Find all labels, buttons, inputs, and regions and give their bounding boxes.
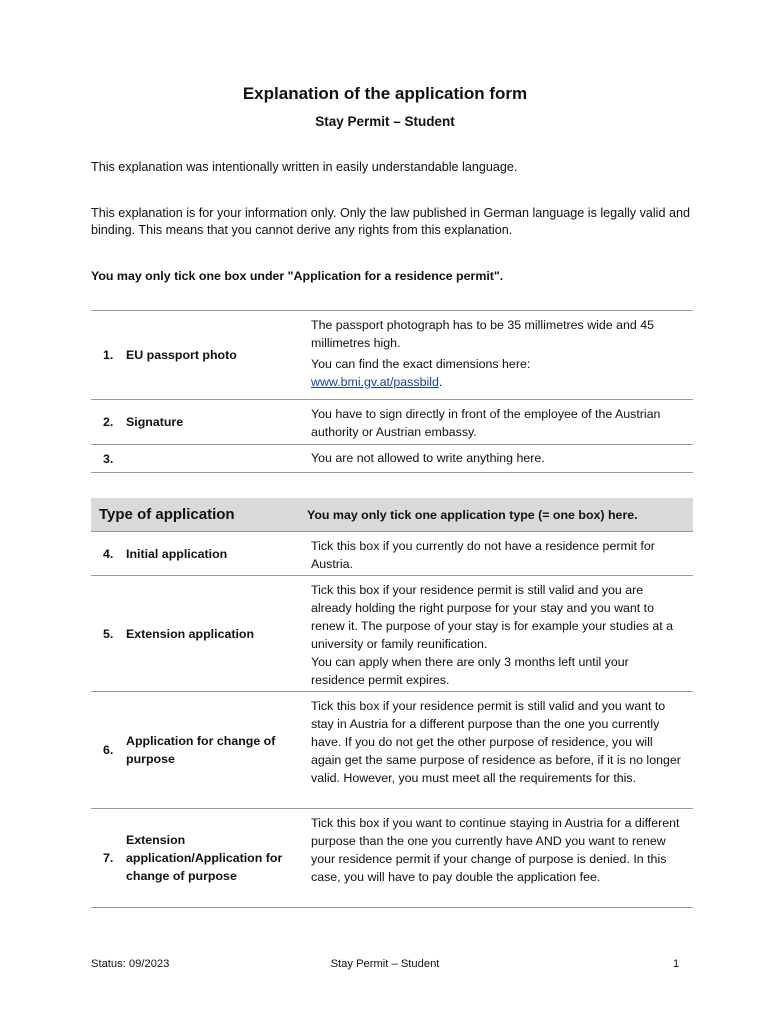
row-number: 2. — [103, 415, 114, 429]
description-text: Tick this box if you want to continue staying in Austria for a different purpose than the one you currently have AND you want to renew your residence permit if your change of purpose is denied. In this case, you will have to pay double the application fee. — [311, 816, 680, 884]
row-label: Application for change of purpose — [126, 734, 276, 766]
page-subtitle: Stay Permit – Student — [315, 114, 455, 129]
row-number: 1. — [103, 348, 114, 362]
intro-paragraph-1: This explanation was intentionally written in easily understandable language. — [91, 160, 518, 174]
table-row — [91, 532, 693, 576]
table-header-title: Type of application — [99, 506, 235, 523]
description-text: Tick this box if your residence permit is still valid and you are already holding the right purpose for your stay and you want to renew it. The purpose of your stay is for example your studies at a university or family reunification. — [311, 583, 674, 651]
footer-page-number: 1 — [673, 958, 680, 970]
row-number: 5. — [103, 626, 114, 641]
row-number: 7. — [103, 851, 114, 865]
row-label: EU passport photo — [126, 348, 237, 362]
intro-paragraph-2: This explanation is for your information only. Only the law published in German language is legally valid and binding. This means that you cannot derive any rights from this explanation. — [91, 206, 690, 237]
row-number: 4. — [103, 546, 114, 561]
row-label-cell — [91, 445, 299, 472]
description-text: Tick this box if your residence permit is still valid and you want to stay in Austria for a different purpose than the one you currently have. If you do not get the other purpose of residence, you will again get the same purpose of residence as before, if it is no longer valid. However, you must meet all the requirements for this. — [311, 699, 681, 785]
application-type-table — [91, 498, 693, 908]
table-header — [91, 498, 693, 532]
description-text: The passport photograph has to be 35 millimetres wide and 45 millimetres high. — [311, 318, 655, 350]
row-number: 6. — [103, 743, 114, 757]
row-label: Extension application/Application for change of purpose — [126, 833, 283, 883]
row-description — [299, 311, 693, 399]
row-label-cell — [91, 400, 299, 444]
footer-status: Status: 09/2023 — [91, 958, 170, 970]
row-label-cell — [91, 692, 299, 808]
table-row — [91, 400, 693, 445]
table-row — [91, 692, 693, 809]
row-label: Signature — [126, 415, 184, 429]
row-label-cell — [91, 311, 299, 399]
row-description — [299, 445, 693, 472]
description-text: You have to sign directly in front of the employee of the Austrian authority or Austrian embassy. — [311, 407, 661, 439]
passbild-link[interactable]: www.bmi.gv.at/passbild — [311, 375, 439, 389]
table-row — [91, 311, 693, 400]
row-description — [299, 692, 693, 808]
table-row — [91, 445, 693, 473]
row-description — [299, 532, 693, 575]
form-fields-table — [91, 310, 693, 473]
row-description — [299, 400, 693, 444]
description-text: Tick this box if you currently do not have a residence permit for Austria. — [311, 539, 655, 571]
row-label: Extension application — [126, 626, 255, 641]
description-text: You can find the exact dimensions here: www.bmi.gv.at/passbild. — [311, 357, 531, 389]
row-description — [299, 809, 693, 907]
row-label-cell — [91, 532, 299, 575]
page-title: Explanation of the application form — [242, 84, 528, 103]
description-text: You can apply when there are only 3 months left until your residence permit expires. — [311, 655, 629, 687]
row-description — [299, 576, 693, 691]
table-header-note: You may only tick one application type (= one box) here. — [307, 507, 638, 522]
footer-title: Stay Permit – Student — [330, 958, 440, 970]
description-text: You are not allowed to write anything here. — [311, 451, 545, 465]
table-row — [91, 576, 693, 692]
table-row — [91, 809, 693, 908]
row-number: 3. — [103, 451, 114, 466]
row-label: Initial application — [126, 546, 228, 561]
row-label-cell — [91, 576, 299, 691]
intro-paragraph-3: You may only tick one box under "Application for a residence permit". — [91, 269, 504, 283]
row-label-cell — [91, 809, 299, 907]
